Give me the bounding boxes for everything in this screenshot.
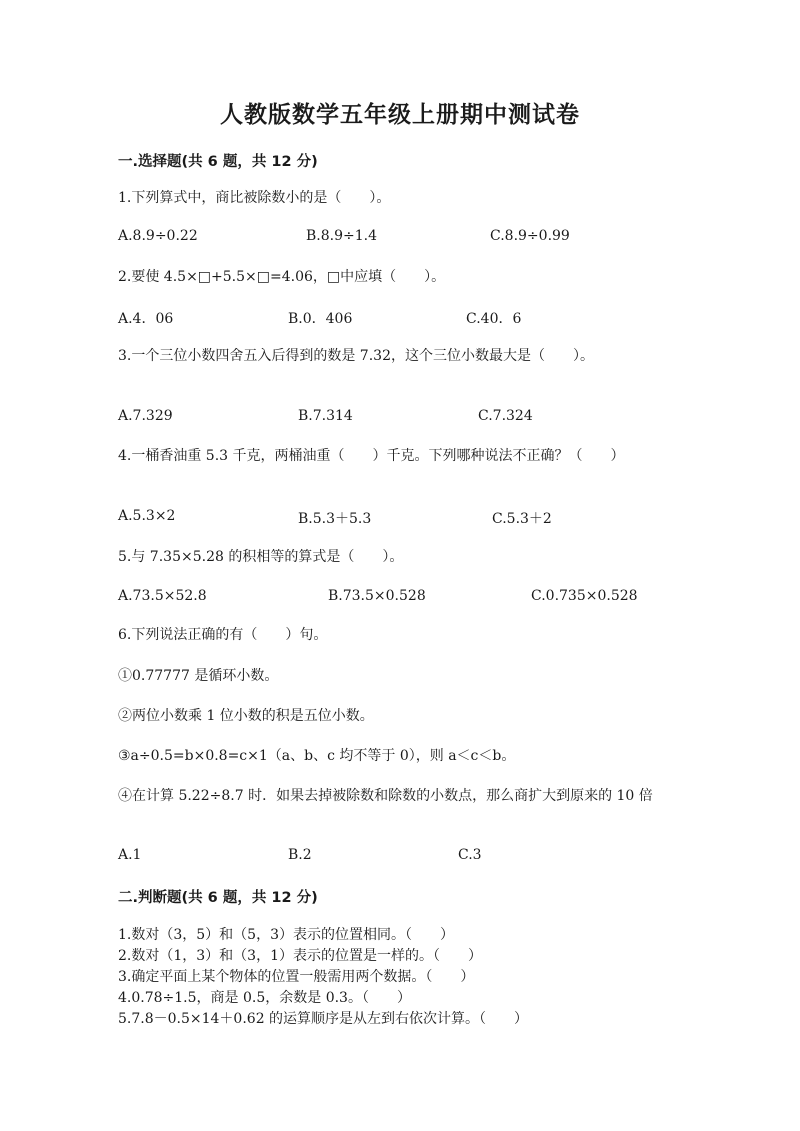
q6-statement-3: ③a÷0.5=b×0.8=c×1（a、b、c 均不等于 0），则 a＜c＜b。 xyxy=(118,748,516,764)
judgement-item-4: 4.0.78÷1.5，商是 0.5，余数是 0.3。（ ） xyxy=(118,990,411,1006)
question-6: 6.下列说法正确的有（ ）句。 xyxy=(118,627,328,643)
q3-option-c: C.7.324 xyxy=(478,408,533,424)
q1-option-b: B.8.9÷1.4 xyxy=(306,228,377,244)
question-3: 3.一个三位小数四舍五入后得到的数是 7.32，这个三位小数最大是（ ）。 xyxy=(118,348,594,364)
q6-statement-4: ④在计算 5.22÷8.7 时．如果去掉被除数和除数的小数点，那么商扩大到原来的 10 倍 xyxy=(118,788,653,804)
judgement-item-2: 2.数对（1，3）和（3，1）表示的位置是一样的。（ ） xyxy=(118,948,482,964)
section-heading-judgement: 二.判断题(共 6 题，共 12 分) xyxy=(118,890,318,906)
q3-option-a: A.7.329 xyxy=(118,408,173,424)
question-1: 1.下列算式中，商比被除数小的是（ ）。 xyxy=(118,190,391,206)
q6-statement-1: ①0.77777 是循环小数。 xyxy=(118,668,279,684)
question-2: 2.要使 4.5×□+5.5×□=4.06，□中应填（ ）。 xyxy=(118,269,446,285)
q2-option-a: A.4．06 xyxy=(118,311,174,327)
q6-option-c: C.3 xyxy=(458,847,482,863)
q6-statement-2: ②两位小数乘 1 位小数的积是五位小数。 xyxy=(118,708,374,724)
q5-option-a: A.73.5×52.8 xyxy=(118,588,207,604)
section-heading-choice: 一.选择题(共 6 题，共 12 分) xyxy=(118,154,318,170)
page-title: 人教版数学五年级上册期中测试卷 xyxy=(220,102,580,128)
judgement-item-5: 5.7.8－0.5×14＋0.62 的运算顺序是从左到右依次计算。（ ） xyxy=(118,1011,529,1027)
q1-option-c: C.8.9÷0.99 xyxy=(490,228,570,244)
judgement-item-3: 3.确定平面上某个物体的位置一般需用两个数据。（ ） xyxy=(118,969,475,985)
q1-option-a: A.8.9÷0.22 xyxy=(118,228,198,244)
q3-option-b: B.7.314 xyxy=(298,408,353,424)
q4-option-c: C.5.3＋2 xyxy=(492,511,552,527)
q5-option-c: C.0.735×0.528 xyxy=(531,588,638,604)
q2-option-b: B.0．406 xyxy=(288,311,353,327)
question-4: 4.一桶香油重 5.3 千克，两桶油重（ ）千克。下列哪种说法不正确？（ ） xyxy=(118,448,625,464)
q6-option-a: A.1 xyxy=(118,847,142,863)
q6-option-b: B.2 xyxy=(288,847,312,863)
q2-option-c: C.40．6 xyxy=(466,311,522,327)
q4-option-b: B.5.3＋5.3 xyxy=(298,511,372,527)
q4-option-a: A.5.3×2 xyxy=(118,508,176,524)
question-5: 5.与 7.35×5.28 的积相等的算式是（ ）。 xyxy=(118,549,404,565)
q5-option-b: B.73.5×0.528 xyxy=(328,588,426,604)
judgement-item-1: 1.数对（3，5）和（5，3）表示的位置相同。（ ） xyxy=(118,927,454,943)
